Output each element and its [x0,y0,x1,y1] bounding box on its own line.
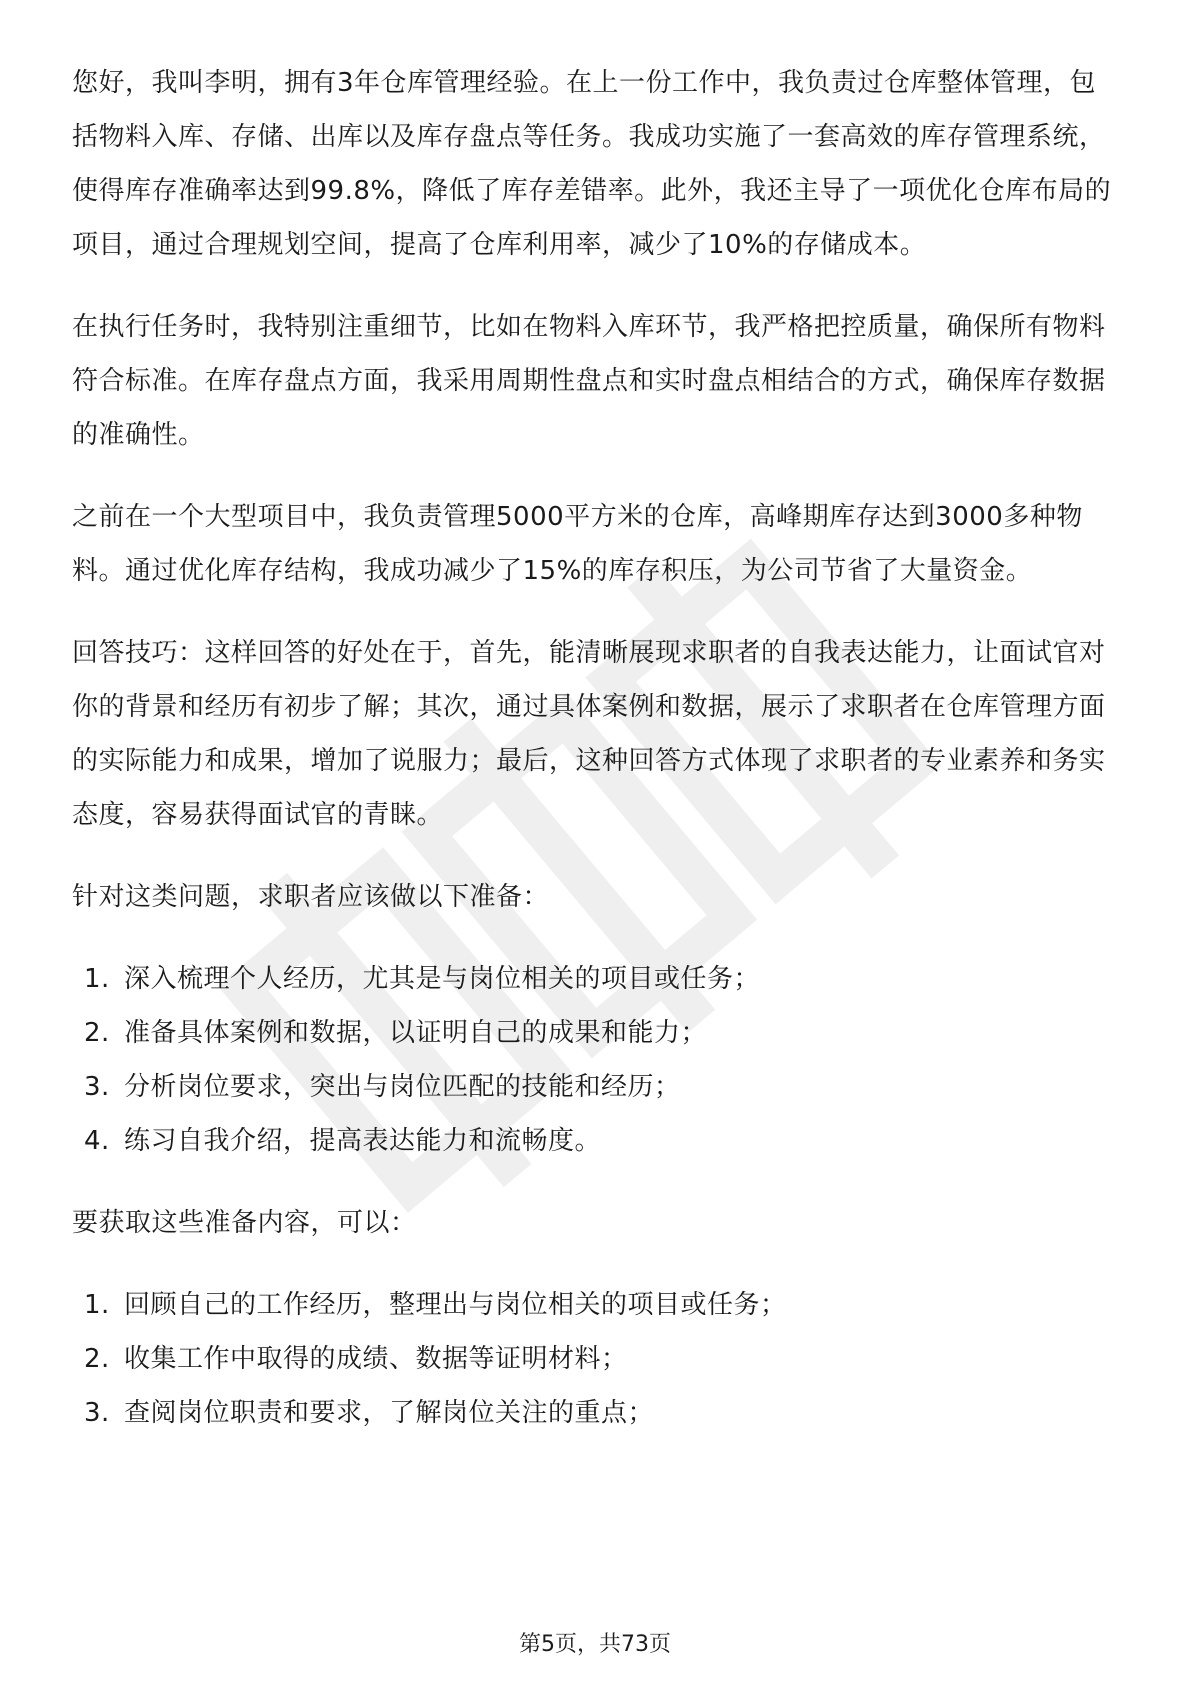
list-item: 2. 收集工作中取得的成绩、数据等证明材料； [84,1344,628,1374]
list-item: 3. 查阅岗位职责和要求，了解岗位关注的重点； [84,1398,655,1428]
list-item: 4. 练习自我介绍，提高表达能力和流畅度。 [84,1126,602,1156]
acquire-list [72,1278,1118,1440]
preparation-list [72,952,1118,1168]
list-item: 2. 准备具体案例和数据，以证明自己的成果和能力； [84,1018,708,1048]
list-item: 1. 回顾自己的工作经历，整理出与岗位相关的项目或任务； [84,1290,787,1320]
preparation-heading: 针对这类问题，求职者应该做以下准备： [72,882,550,912]
document-body [72,56,1118,1468]
list-item: 1. 深入梳理个人经历，尤其是与岗位相关的项目或任务； [84,964,761,994]
tips-paragraph: 回答技巧：这样回答的好处在于，首先，能清晰展现求职者的自我表达能力，让面试官对你的背景和经历有初步了解；其次，通过具体案例和数据，展示了求职者在仓库管理方面的实际能力和成果，增加了说服力；最后，这种回答方式体现了求职者的专业素养和务实态度，容易获得面试官的青睐。 [72,638,1106,830]
page-number-footer: 第5页，共73页 [519,1632,671,1657]
list-item: 3. 分析岗位要求，突出与岗位匹配的技能和经历； [84,1072,681,1102]
acquire-heading: 要获取这些准备内容，可以： [72,1208,417,1238]
intro-paragraph: 您好，我叫李明，拥有3年仓库管理经验。在上一份工作中，我负责过仓库整体管理，包括物料入库、存储、出库以及库存盘点等任务。我成功实施了一套高效的库存管理系统，使得库存准确率达到99.8%，降低了库存差错率。此外，我还主导了一项优化仓库布局的项目，通过合理规划空间，提高了仓库利用率，减少了10%的存储成本。 [72,68,1112,260]
project-paragraph: 之前在一个大型项目中，我负责管理5000平方米的仓库，高峰期库存达到3000多种物料。通过优化库存结构，我成功减少了15%的库存积压，为公司节省了大量资金。 [72,502,1083,586]
detail-paragraph: 在执行任务时，我特别注重细节，比如在物料入库环节，我严格把控质量，确保所有物料符合标准。在库存盘点方面，我采用周期性盘点和实时盘点相结合的方式，确保库存数据的准确性。 [72,312,1106,450]
